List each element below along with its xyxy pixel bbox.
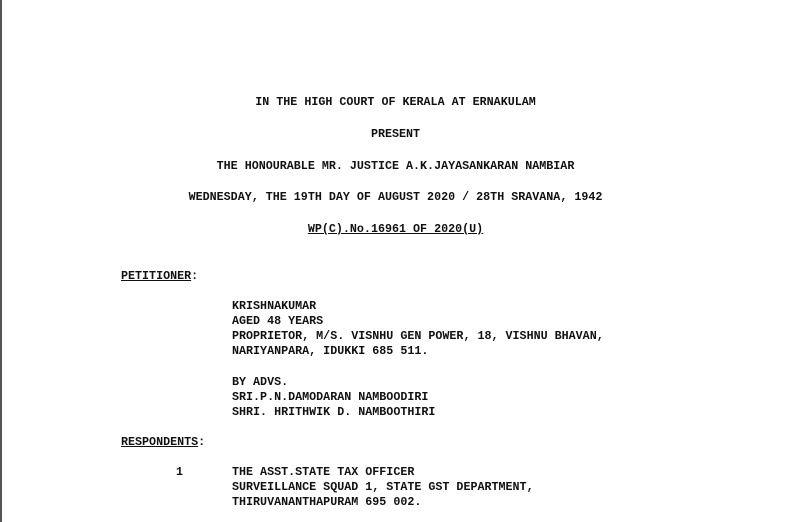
case-number-text: WP(C).No.16961 OF 2020(U) <box>307 222 484 236</box>
petitioner-age: AGED 48 YEARS <box>232 314 324 328</box>
respondents-heading <box>121 435 205 449</box>
respondents-heading-colon: : <box>198 435 206 449</box>
advocates-label: BY ADVS. <box>232 375 289 389</box>
respondents-heading-text: RESPONDENTS <box>121 435 199 449</box>
case-number <box>0 222 791 236</box>
petitioner-heading <box>121 269 198 283</box>
advocate-2: SHRI. HRITHWIK D. NAMBOOTHIRI <box>232 405 436 419</box>
petitioner-heading-text: PETITIONER <box>121 269 192 283</box>
advocate-1: SRI.P.N.DAMODARAN NAMBOODIRI <box>232 390 429 404</box>
respondent-address-line-1: SURVEILLANCE SQUAD 1, STATE GST DEPARTMENT, <box>232 480 534 494</box>
respondent-name: THE ASST.STATE TAX OFFICER <box>232 465 415 479</box>
hearing-date: WEDNESDAY, THE 19TH DAY OF AUGUST 2020 / 28TH SRAVANA, 1942 <box>188 190 603 204</box>
petitioner-name: KRISHNAKUMAR <box>232 299 317 313</box>
court-title: IN THE HIGH COURT OF KERALA AT ERNAKULAM <box>255 95 536 109</box>
present-label: PRESENT <box>370 127 421 141</box>
petitioner-heading-colon: : <box>191 269 199 283</box>
petitioner-address-line-1: PROPRIETOR, M/S. VISNHU GEN POWER, 18, VISHNU BHAVAN, <box>232 329 604 343</box>
judge-name: THE HONOURABLE MR. JUSTICE A.K.JAYASANKARAN NAMBIAR <box>216 159 575 173</box>
respondent-address-line-2: THIRUVANANTHAPURAM 695 002. <box>232 495 422 509</box>
petitioner-address-line-2: NARIYANPARA, IDUKKI 685 511. <box>232 344 429 358</box>
page-left-edge <box>0 0 2 522</box>
respondent-number: 1 <box>176 465 184 479</box>
